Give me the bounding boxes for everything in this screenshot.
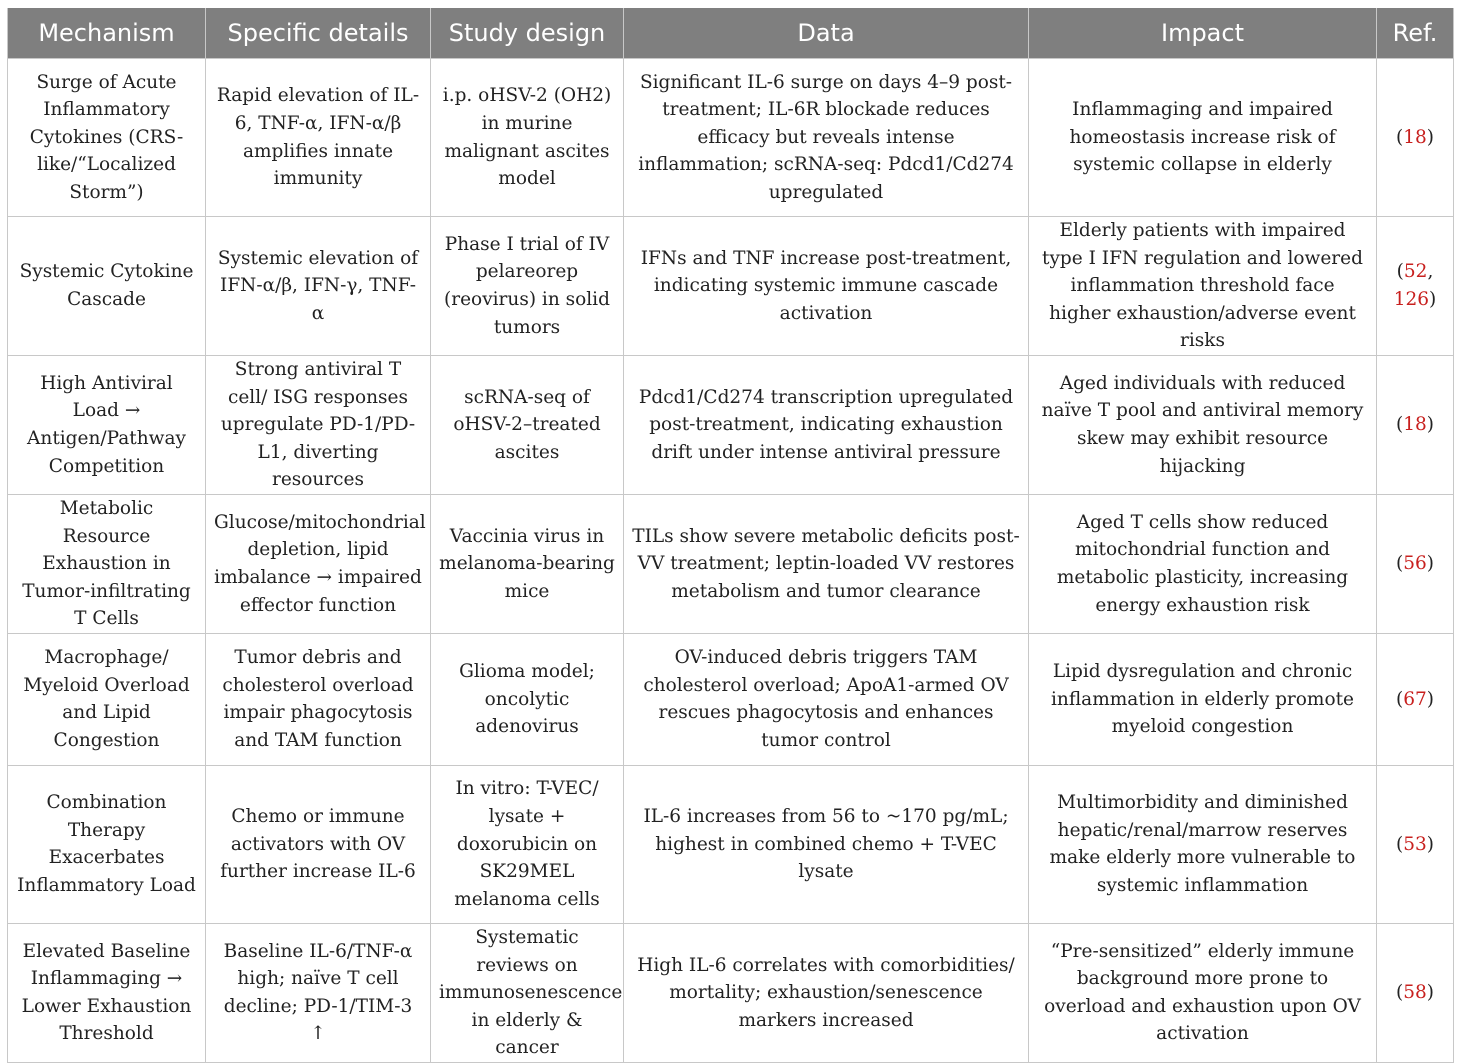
cell-data: TILs show severe metabolic deficits post-VV treatment; leptin-loaded VV restores metabolism and tumor clearance [624,494,1029,633]
header-specific-details: Specific details [206,8,431,59]
cell-details: Glucose/mitochondrial depletion, lipid imbalance → impaired effector function [206,494,431,633]
table-row [8,765,1454,923]
cell-data: OV-induced debris triggers TAM cholesterol overload; ApoA1-armed OV rescues phagocytosis and enhances tumor control [624,633,1029,765]
cell-impact: Inflammaging and impaired homeostasis increase risk of systemic collapse in elderly [1029,59,1377,217]
header-ref: Ref. [1377,8,1454,59]
ref-link[interactable]: 67 [1403,688,1427,710]
table-row [8,494,1454,633]
cell-ref: (53) [1377,765,1454,923]
cell-impact: Elderly patients with impaired type I IFN regulation and lowered inflammation threshold face higher exhaustion/adverse event risks [1029,217,1377,356]
cell-mechanism: Systemic Cytokine Cascade [8,217,206,356]
cell-ref: (58) [1377,923,1454,1062]
cell-mechanism: High Antiviral Load → Antigen/Pathway Competition [8,355,206,494]
table-container [7,8,1453,1063]
header-mechanism: Mechanism [8,8,206,59]
table-row [8,59,1454,217]
cell-impact: Multimorbidity and diminished hepatic/renal/marrow reserves make elderly more vulnerable to systemic inflammation [1029,765,1377,923]
mechanism-table [7,8,1454,1063]
ref-link[interactable]: 18 [1403,414,1427,436]
cell-mechanism: Elevated Baseline Inflammaging → Lower Exhaustion Threshold [8,923,206,1062]
cell-impact: Aged T cells show reduced mitochondrial function and metabolic plasticity, increasing energy exhaustion risk [1029,494,1377,633]
cell-design: Systematic reviews on immunosenescence in elderly & cancer [431,923,624,1062]
cell-mechanism: Macrophage/ Myeloid Overload and Lipid Congestion [8,633,206,765]
cell-data: Pdcd1/Cd274 transcription upregulated post-treatment, indicating exhaustion drift under intense antiviral pressure [624,355,1029,494]
cell-details: Baseline IL-6/TNF-α high; naïve T cell decline; PD-1/TIM-3 ↑ [206,923,431,1062]
ref-link[interactable]: 56 [1403,553,1427,575]
ref-link[interactable]: 18 [1403,126,1427,148]
header-data: Data [624,8,1029,59]
cell-design: In vitro: T-VEC/ lysate + doxorubicin on SK29MEL melanoma cells [431,765,624,923]
cell-impact: Lipid dysregulation and chronic inflammation in elderly promote myeloid congestion [1029,633,1377,765]
cell-ref: (67) [1377,633,1454,765]
cell-mechanism: Combination Therapy Exacerbates Inflammatory Load [8,765,206,923]
cell-details: Systemic elevation of IFN-α/β, IFN-γ, TNF-α [206,217,431,356]
cell-design: Vaccinia virus in melanoma-bearing mice [431,494,624,633]
cell-design: Phase I trial of IV pelareorep (reovirus) in solid tumors [431,217,624,356]
cell-details: Strong antiviral T cell/ ISG responses upregulate PD-1/PD-L1, diverting resources [206,355,431,494]
cell-mechanism: Metabolic Resource Exhaustion in Tumor-infiltrating T Cells [8,494,206,633]
header-impact: Impact [1029,8,1377,59]
cell-design: Glioma model; oncolytic adenovirus [431,633,624,765]
cell-ref: (18) [1377,355,1454,494]
header-study-design: Study design [431,8,624,59]
table-row [8,355,1454,494]
cell-ref: (18) [1377,59,1454,217]
ref-link[interactable]: 58 [1403,982,1427,1004]
cell-data: IL-6 increases from 56 to ~170 pg/mL; highest in combined chemo + T-VEC lysate [624,765,1029,923]
cell-ref: (52, 126) [1377,217,1454,356]
cell-design: i.p. oHSV-2 (OH2) in murine malignant ascites model [431,59,624,217]
table-row [8,923,1454,1062]
cell-mechanism: Surge of Acute Inflammatory Cytokines (CRS-like/“Localized Storm”) [8,59,206,217]
cell-impact: “Pre-sensitized” elderly immune background more prone to overload and exhaustion upon OV activation [1029,923,1377,1062]
cell-design: scRNA-seq of oHSV-2–treated ascites [431,355,624,494]
ref-link[interactable]: 52 [1403,261,1428,283]
cell-data: High IL-6 correlates with comorbidities/ mortality; exhaustion/senescence markers increased [624,923,1029,1062]
ref-link[interactable]: 53 [1403,833,1427,855]
cell-data: IFNs and TNF increase post-treatment, indicating systemic immune cascade activation [624,217,1029,356]
cell-details: Rapid elevation of IL-6, TNF-α, IFN-α/β amplifies innate immunity [206,59,431,217]
ref-link[interactable]: 126 [1393,288,1430,310]
header-row [8,8,1454,59]
table-row [8,633,1454,765]
cell-details: Tumor debris and cholesterol overload impair phagocytosis and TAM function [206,633,431,765]
cell-ref: (56) [1377,494,1454,633]
cell-data: Significant IL-6 surge on days 4–9 post-treatment; IL-6R blockade reduces efficacy but reveals intense inflammation; scRNA-seq: Pdcd1/Cd274 upregulated [624,59,1029,217]
table-row [8,217,1454,356]
cell-impact: Aged individuals with reduced naïve T pool and antiviral memory skew may exhibit resource hijacking [1029,355,1377,494]
cell-details: Chemo or immune activators with OV further increase IL-6 [206,765,431,923]
